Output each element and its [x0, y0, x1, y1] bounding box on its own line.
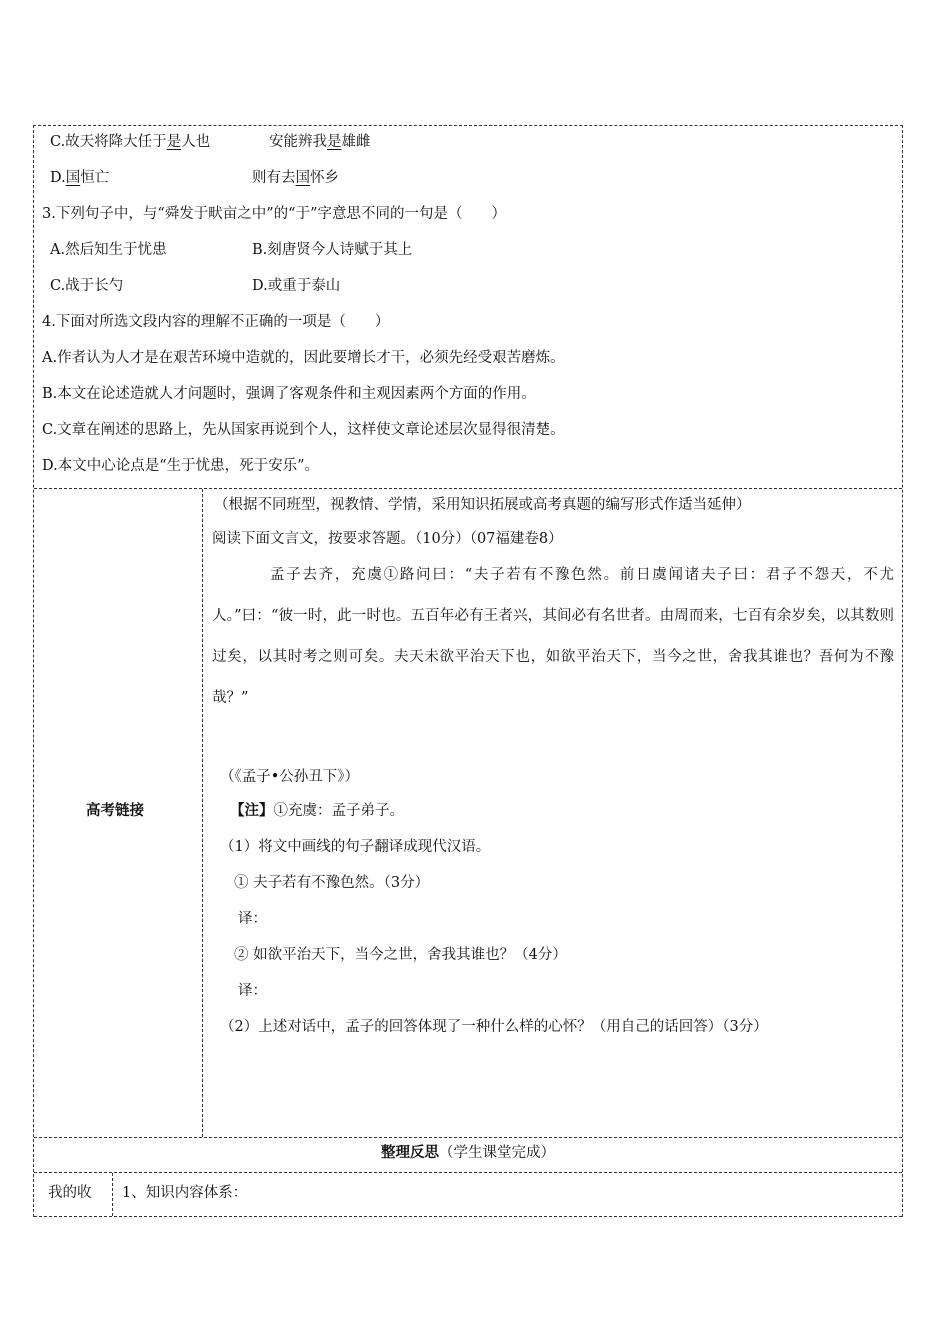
q3-stem: 3.下列句子中，与“舜发于畎亩之中”的“于”字意思不同的一句是（ ） [42, 206, 506, 222]
q2-option-d: D.国恒亡 [50, 170, 110, 186]
knowledge-system-item: 1、知识内容体系： [122, 1185, 248, 1201]
gaokao-link-block [34, 489, 902, 1138]
gaokao-link-label: 高考链接 [86, 802, 144, 819]
q4-option-a: A.作者认为人才是在艰苦环境中造就的，因此要增长才干，必须先经受艰苦磨炼。 [42, 350, 565, 366]
translation-label-2: 译： [238, 983, 267, 999]
q4-option-b: B.本文在论述造就人才问题时，强调了客观条件和主观因素两个方面的作用。 [42, 386, 536, 402]
q3-option-b: B.刻唐贤今人诗赋于其上 [252, 242, 413, 258]
q3-option-d: D.或重于泰山 [252, 278, 341, 294]
q4-stem: 4.下面对所选文段内容的理解不正确的一项是（ ） [42, 314, 390, 330]
note-label: 【注】 [230, 802, 274, 819]
q3-option-a: A.然后知生于忧患 [50, 242, 167, 258]
gaokao-intro: （根据不同班型，视教情、学情，采用知识拓展或高考真题的编写形式作适当延伸） [214, 497, 751, 513]
gaokao-task: 阅读下面文言文，按要求答题。（10分）（07福建卷8） [212, 531, 563, 547]
q2-option-c: C.故天将降大任于是人也 [50, 134, 211, 150]
q4-option-d: D.本文中心论点是“生于忧患，死于安乐”。 [42, 458, 320, 474]
worksheet-table [33, 125, 903, 1217]
passage-note: 【注】①充虞：孟子弟子。 [230, 802, 404, 819]
question-1: （1）将文中画线的句子翻译成现代汉语。 [220, 839, 491, 855]
q2-option-d-right: 则有去国怀乡 [252, 170, 339, 186]
questions-block [34, 126, 902, 489]
reflection-title-note: （学生课堂完成） [439, 1145, 555, 1161]
q2-option-c-right: 安能辨我是雄雌 [269, 134, 371, 150]
question-2: （2）上述对话中，孟子的回答体现了一种什么样的心怀？（用自己的话回答）（3分） [220, 1019, 768, 1035]
reflection-divider [112, 1173, 113, 1216]
classical-passage: 孟子去齐，充虞①路问曰：“夫子若有不豫色然。前日虞闻诸夫子曰：君子不怨天，不尤人。”曰：“彼一时，此一时也。五百年必有王者兴，其间必有名世者。由周而来，七百有余岁矣，以其数则过矣，以其时考之则可矣。夫天未欲平治天下也，如欲平治天下，当今之世，舍我其谁也？吾何为不豫哉？” [212, 567, 894, 706]
reflection-left-label: 我的收 [48, 1185, 92, 1201]
passage-source: （《孟子•公孙丑下》） [220, 769, 360, 785]
column-divider [202, 489, 203, 1137]
question-1a: ① 夫子若有不豫色然。（3分） [234, 875, 430, 891]
reflection-row [34, 1173, 902, 1217]
translation-label-1: 译： [238, 911, 267, 927]
reflection-title-row [34, 1138, 902, 1173]
question-1b: ② 如欲平治天下，当今之世，舍我其谁也？（4分） [234, 947, 567, 963]
q3-option-c: C.战于长勺 [50, 278, 124, 294]
reflection-title: 整理反思 [381, 1144, 439, 1161]
q4-option-c: C.文章在阐述的思路上，先从国家再说到个人，这样使文章论述层次显得很清楚。 [42, 422, 565, 438]
